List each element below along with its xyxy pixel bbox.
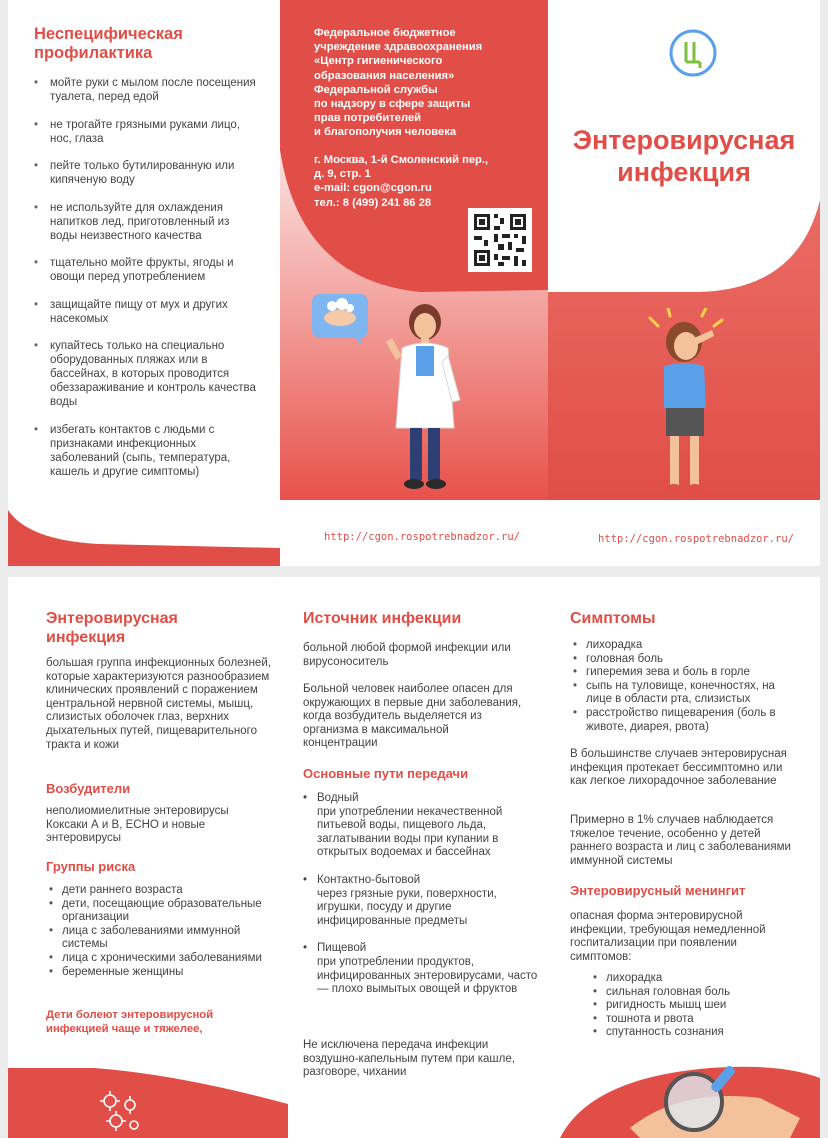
route-description: при употреблении некачественной питьевой воды, пищевого льда, заглатывании воды при купании в открытых водоемах и бассейнах <box>317 805 503 859</box>
list-item: • не используйте для охлаждения напитков лед, приготовленный из воды неизвестного качества <box>32 201 256 243</box>
brochure-outer-side <box>8 0 820 566</box>
route-description: при употреблении продуктов, инфицированных энтеровирусами, часто — плохо вымытых овощей и фруктов <box>317 955 538 996</box>
source-text: больной любой формой инфекции или вирусоноситель <box>303 642 511 668</box>
bullet: • <box>303 792 308 804</box>
risk-note: Дети болеют энтеровирусной инфекцией чаще и тяжелее, <box>46 1009 214 1035</box>
list-item: • головная боль <box>570 653 802 667</box>
severe-course-text: Примерно в 1% случаев наблюдается тяжелое течение, особенно у детей раннего возраста и лиц с заболеваниями иммунной системы <box>570 814 791 867</box>
symptoms-course-text: В большинстве случаев энтеровирусная инфекция протекает бессимптомно или как легкое лихорадочное заболевание <box>570 748 787 788</box>
bullet: • <box>303 873 308 886</box>
route-name: Водный <box>317 792 359 804</box>
website-link[interactable]: http://cgon.rospotrebnadzor.ru/ <box>324 531 520 543</box>
handwash-icon <box>310 292 374 348</box>
meningitis-heading: Энтеровирусный менингит <box>570 883 746 898</box>
list-item: • лица с заболеваниями иммунной системы <box>46 925 274 952</box>
source-danger-text: Больной человек наиболее опасен для окружающих в первые дни заболевания, когда возбудитель выделяется из организма в максимальной концентрации <box>303 683 522 750</box>
list-item: • беременные женщины <box>46 966 274 980</box>
organization-address: г. Москва, 1-й Смоленский пер., д. 9, стр. 1 e-mail: cgon@cgon.ru тел.: 8 (499) 241 86 28 <box>314 154 489 209</box>
route-name: Контактно-бытовой <box>317 873 421 886</box>
column-title: Энтеровирусная инфекция <box>46 610 178 646</box>
list-item: • защищайте пищу от мух и других насекомых <box>32 298 256 326</box>
sick-girl-illustration <box>640 308 730 498</box>
list-item: • пейте только бутилированную или кипяченую воду <box>32 159 256 187</box>
list-item: • тщательно мойте фрукты, ягоды и овощи перед употреблением <box>32 256 256 284</box>
routes-heading: Основные пути передачи <box>303 766 469 781</box>
list-item: • мойте руки с мылом после посещения туалета, перед едой <box>32 76 256 104</box>
list-item: • гиперемия зева и боль в горле <box>570 666 802 680</box>
list-item: • лихорадка <box>590 972 790 986</box>
list-item: • ригидность мышц шеи <box>590 999 790 1013</box>
list-item: • лихорадка <box>570 639 802 653</box>
list-item: • купайтесь только на специально оборудованных пляжах или в бассейнах, в которых проводится обеззараживание и контроль качества воды <box>32 339 256 409</box>
list-item: • не трогайте грязными руками лицо, нос, глаза <box>32 118 256 146</box>
list-item: • дети раннего возраста <box>46 884 274 898</box>
virus-icon <box>96 1087 146 1137</box>
meningitis-text: опасная форма энтеровирусной инфекции, требующая немедленной госпитализации при появлении симптомов: <box>570 910 766 963</box>
list-item: • лица с хроническими заболеваниями <box>46 952 274 966</box>
logo-cgon <box>668 28 718 78</box>
organization-name: Федеральное бюджетное учреждение здравоохранения «Центр гигиенического образования населения» Федеральной службы по надзору в сфере защиты прав потребителей и благополучия человека <box>314 27 483 139</box>
column-title: Симптомы <box>570 610 656 627</box>
cover-panel <box>548 0 820 566</box>
website-link[interactable]: http://cgon.rospotrebnadzor.ru/ <box>598 533 794 545</box>
bottom-left-wave <box>8 500 280 566</box>
cover-title: Энтеровирусная инфекция <box>572 125 796 187</box>
definition-text: большая группа инфекционных болезней, которые характеризуются разнообразием клинических проявлений с поражением центральной нервной системы, мышц, слизистых оболочек глаз, верхних дыхательных путей, пищеварительного тракта и кожи <box>46 657 271 751</box>
list-item: • дети, посещающие образовательные организации <box>46 898 274 925</box>
route-name: Пищевой <box>317 942 367 955</box>
list-item: • тошнота и рвота <box>590 1013 790 1027</box>
pathogens-text: неполиомиелитные энтеровирусы Коксаки А и В, ЕСНО и новые энтеровирусы <box>46 805 229 845</box>
column-title: Источник инфекции <box>303 610 462 627</box>
prevention-title: Неспецифическая профилактика <box>34 25 183 62</box>
route-item <box>303 792 538 860</box>
risk-groups-heading: Группы риска <box>46 859 136 874</box>
pathogens-heading: Возбудители <box>46 781 131 796</box>
meningitis-symptoms-list <box>590 972 790 1040</box>
list-item: • спутанность сознания <box>590 1026 790 1040</box>
qr-code-icon[interactable] <box>468 208 532 272</box>
risk-groups-list <box>46 884 274 979</box>
contacts-panel <box>280 0 548 566</box>
list-item: • расстройство пищеварения (боль в животе, диарея, рвота) <box>570 707 802 734</box>
route-description: через грязные руки, поверхности, игрушки, посуду и другие инфицированные предметы <box>317 887 497 927</box>
bullet: • <box>303 942 308 955</box>
magnifier-icon <box>658 1058 748 1138</box>
brochure-inner-side <box>8 577 820 1138</box>
list-item: • сыпь на туловище, конечностях, на лице в области рта, слизистых <box>570 680 802 707</box>
route-item <box>303 942 538 996</box>
list-item: • сильная головная боль <box>590 986 790 1000</box>
bottom-left-wave <box>8 1068 288 1138</box>
prevention-list <box>32 76 256 492</box>
airborne-text: Не исключена передача инфекции воздушно-капельным путем при кашле, разговоре, чихании <box>303 1039 515 1079</box>
symptoms-list <box>570 639 802 734</box>
list-item: • избегать контактов с людьми с признаками инфекционных заболеваний (сыпь, температура, кашель и другие симптомы) <box>32 423 256 479</box>
route-item <box>303 874 538 928</box>
routes-list <box>303 792 538 1011</box>
doctor-illustration <box>380 300 470 495</box>
prevention-panel <box>8 0 280 566</box>
